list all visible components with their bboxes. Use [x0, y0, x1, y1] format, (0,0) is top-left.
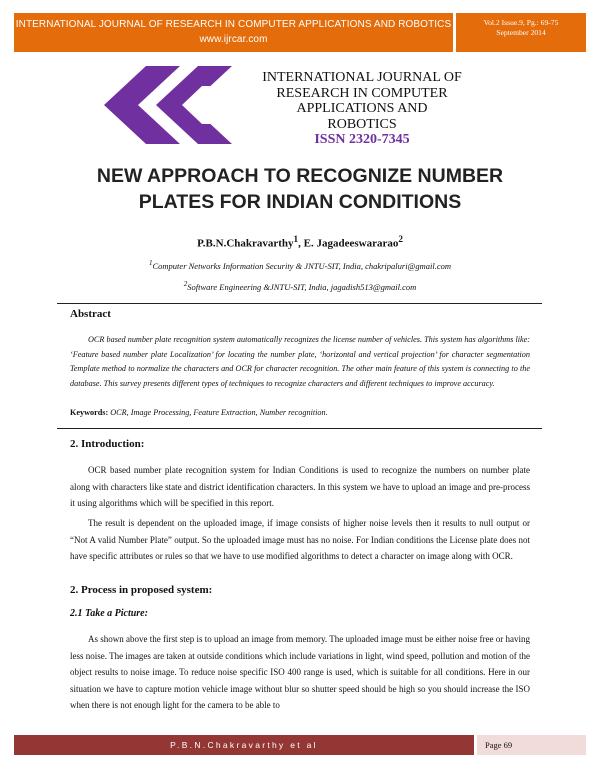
- take-picture-heading: 2.1 Take a Picture:: [70, 608, 148, 619]
- abstract-bottom-divider: [57, 428, 542, 429]
- masthead-line-2: RESEARCH IN COMPUTER: [276, 85, 448, 101]
- author-2-affiliation-mark: 2: [398, 234, 403, 244]
- journal-masthead: [262, 70, 462, 148]
- introduction-paragraph-1: OCR based number plate recognition system for Indian Conditions is used to recognize the numbers on number plate along with characters like state and district identification characters. In this system we have to upload an image and pre-process it using algorithms which will be specified in this report.: [70, 465, 530, 508]
- take-picture-paragraph: As shown above the first step is to upload an image from memory. The uploaded image must be either noise free or having less noise. The images are taken at outside conditions which include variations in light, wind speed, pollution and motion of the object results to noise image. To reduce noise specific ISO 400 range is used, which is suitable for all conditions. Here in our situation we have to capture motion vehicle image without blur so shutter speed should be high so you should increase the ISO when there is not enough light for the camera to be able to: [70, 634, 530, 710]
- author-separator: ,: [298, 237, 304, 250]
- affiliation-1-mark: 1: [148, 259, 153, 267]
- issue-info-box: [456, 13, 586, 52]
- footer-author-bar: P.B.N.Chakravarthy et al: [14, 735, 474, 755]
- page-number: Page 69: [477, 735, 586, 755]
- author-list: [0, 234, 600, 250]
- author-1-affiliation-mark: 1: [293, 234, 299, 244]
- affiliation-1-text: Computer Networks Information Security & JNTU-SIT, India, chakripaluri@gmail.com: [152, 260, 452, 271]
- paper-title-line-2: PLATES FOR INDIAN CONDITIONS: [138, 191, 462, 213]
- affiliation-2: [0, 280, 600, 292]
- affiliation-1: [0, 259, 600, 271]
- abstract-text: OCR based number plate recognition system automatically recognizes the license number of vehicles. This system has algorithms like: ‘Feature based number plate Localization’ for locating the number plate, ‘horizontal and vertical projection’ for character segmentation Template method to normalize the characters and OCR for character recognition. The other main feature of this system is connecting to the database. This survey presents different types of techniques to recognize characters and different techniques to improve accuracy.: [70, 335, 530, 388]
- affiliation-2-text: Software Engineering &JNTU-SIT, India, jagadish513@gmail.com: [187, 281, 417, 292]
- paper-title-line-1: NEW APPROACH TO RECOGNIZE NUMBER: [96, 165, 504, 187]
- introduction-heading: 2. Introduction:: [70, 438, 145, 450]
- masthead-line-3: APPLICATIONS AND ROBOTICS: [296, 101, 428, 132]
- introduction-paragraph-2: The result is dependent on the uploaded image, if image consists of higher noise levels then it results to null output or “Not A valid Number Plate” output. So the uploaded image must has no noise. For Indian conditions the License plate does not have specific attributes or rules so that we have to use modified algorithms to detect a character on image along with OCR.: [70, 518, 530, 561]
- paper-title: [40, 163, 560, 215]
- keywords-label: Keywords:: [70, 408, 109, 417]
- author-1: P.B.N.Chakravarthy: [197, 237, 294, 250]
- author-2: E. Jagadeeswararao: [303, 237, 399, 250]
- issue-date: September 2014: [496, 28, 546, 37]
- journal-website[interactable]: www.ijrcar.com: [199, 34, 268, 45]
- process-heading: 2. Process in proposed system:: [70, 584, 213, 596]
- affiliation-2-mark: 2: [183, 280, 188, 288]
- abstract-heading: Abstract: [70, 308, 111, 320]
- masthead-line-1: INTERNATIONAL JOURNAL OF: [262, 70, 462, 85]
- journal-header-name: INTERNATIONAL JOURNAL OF RESEARCH IN COMPUTER APPLICATIONS AND ROBOTICS: [15, 19, 452, 30]
- journal-header-banner: [14, 13, 453, 52]
- journal-chevron-logo-icon: [104, 64, 256, 146]
- keywords-line: [70, 408, 530, 417]
- keywords-list: OCR, Image Processing, Feature Extraction, Number recognition.: [110, 408, 328, 417]
- abstract-top-divider: [57, 303, 542, 304]
- volume-info: Vol.2 Issue.9, Pg.: 69-75: [483, 18, 559, 27]
- issn-number: ISSN 2320-7345: [314, 132, 410, 147]
